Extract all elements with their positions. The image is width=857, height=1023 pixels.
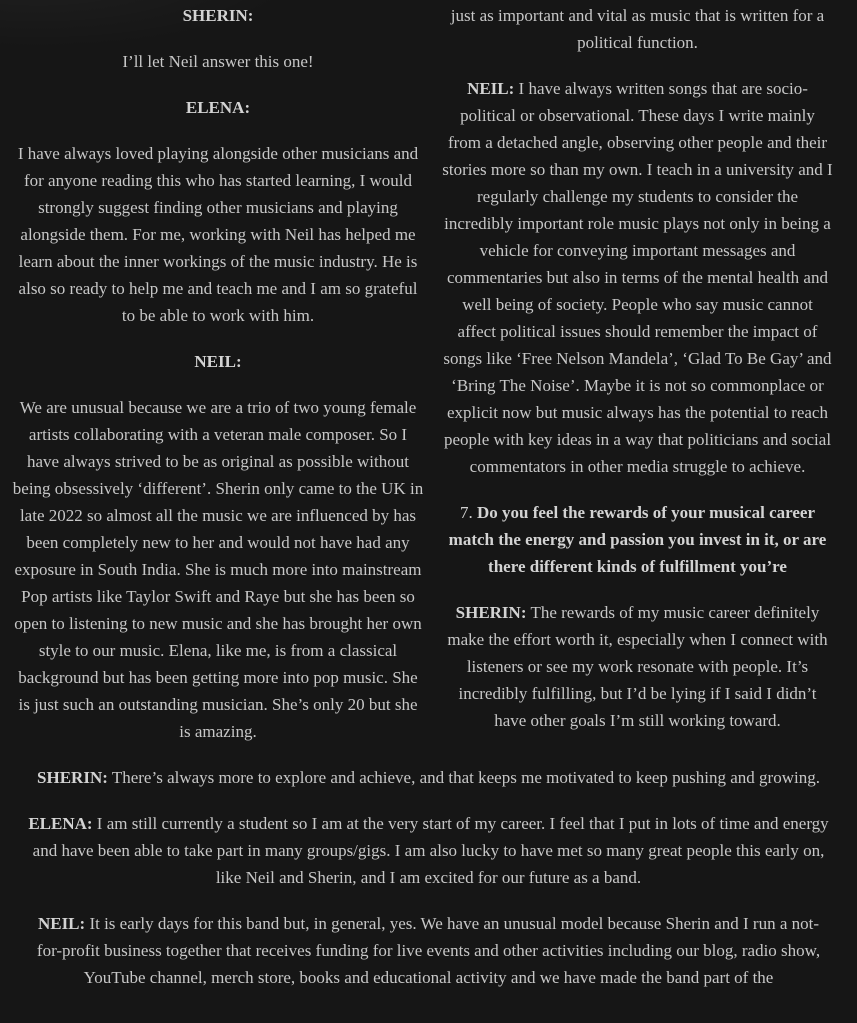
sherin-answer-paragraph: I’ll let Neil answer this one! bbox=[122, 52, 314, 71]
neil-answer-paragraph: We are unusual because we are a trio of two young female artists collaborating with a veteran male composer. So I have always strived to be as original as possible without being obsessively ‘different’. Sherin only came to the UK in late 2022 so almost all the music we are influenced by has been completely new to her and would not have had any exposure in South India. She is much more into mainstream Pop artists like Taylor Swift and Raye but she has been so open to listening to new music and she has brought her own style to our music. Elena, like me, is from a classical background but has been getting more into pop music. She is just such an outstanding musician. She’s only 20 but she is amazing. bbox=[12, 398, 424, 741]
question-number: 7. bbox=[459, 503, 473, 522]
question-7 bbox=[442, 499, 833, 580]
speaker-label-elena: ELENA: bbox=[28, 814, 93, 833]
question-text: Do you feel the rewards of your musical career match the energy and passion you invest in it, or are there different kinds of fulfillment you’re bbox=[448, 503, 827, 576]
answer-text: I have always written songs that are socio-political or observational. These days I write mainly from a detached angle, observing other people and their stories more so than my own. I teach in a university and I regularly challenge my students to consider the incredibly important role music plays not only in being a vehicle for conveying important messages and commentaries but also in terms of the mental health and well being of society. People who say music cannot affect political issues should remember the impact of songs like ‘Free Nelson Mandela’, ‘Glad To Be Gay’ and ‘Bring The Noise’. Maybe it is not so commonplace or explicit now but music always has the potential to reach people with key ideas in a way that politicians and social commentators in other media struggle to achieve. bbox=[442, 79, 833, 476]
speaker-label-sherin: SHERIN: bbox=[455, 603, 527, 622]
elena-answer-paragraph: I have always loved playing alongside other musicians and for anyone reading this who has started learning, I would strongly suggest finding other musicians and playing alongside them. For me, working with Neil has helped me learn about the inner workings of the music industry. He is also so ready to help me and teach me and I am so grateful to be able to work with him. bbox=[17, 144, 419, 325]
right-column bbox=[442, 2, 833, 764]
bottom-section bbox=[0, 764, 857, 991]
speaker-heading-neil: NEIL: bbox=[194, 352, 242, 371]
neil-answer-paragraph bbox=[442, 75, 833, 480]
speaker-label-neil: NEIL: bbox=[467, 79, 515, 98]
answer-text: There’s always more to explore and achieve, and that keeps me motivated to keep pushing and growing. bbox=[111, 768, 820, 787]
two-column-section bbox=[0, 2, 857, 764]
carryover-paragraph: just as important and vital as music that is written for a political function. bbox=[450, 6, 825, 52]
speaker-label-neil: NEIL: bbox=[37, 914, 86, 933]
speaker-label-sherin: SHERIN: bbox=[37, 768, 108, 787]
speaker-heading-elena: ELENA: bbox=[185, 98, 251, 117]
answer-text: I am still currently a student so I am at the very start of my career. I feel that I put in lots of time and energy and have been able to take part in many groups/gigs. I am also lucky to have met so many great people this early on, like Neil and Sherin, and I am excited for our future as a band. bbox=[32, 814, 829, 887]
elena-answer-paragraph bbox=[27, 810, 830, 891]
sherin-answer-paragraph bbox=[442, 599, 833, 734]
left-column bbox=[12, 2, 424, 764]
sherin-answer-paragraph bbox=[27, 764, 830, 791]
speaker-heading-sherin: SHERIN: bbox=[182, 6, 254, 25]
neil-answer-paragraph bbox=[27, 910, 830, 991]
answer-text: The rewards of my music career definitely make the effort worth it, especially when I connect with listeners or see my work resonate with people. It’s incredibly fulfilling, but I’d be lying if I said I didn’t have other goals I’m still working toward. bbox=[447, 603, 828, 730]
answer-text: It is early days for this band but, in general, yes. We have an unusual model because Sherin and I run a not-for-profit business together that receives funding for live events and other activities including our blog, radio show, YouTube channel, merch store, books and educational activity and we have made the band part of the bbox=[36, 914, 821, 987]
